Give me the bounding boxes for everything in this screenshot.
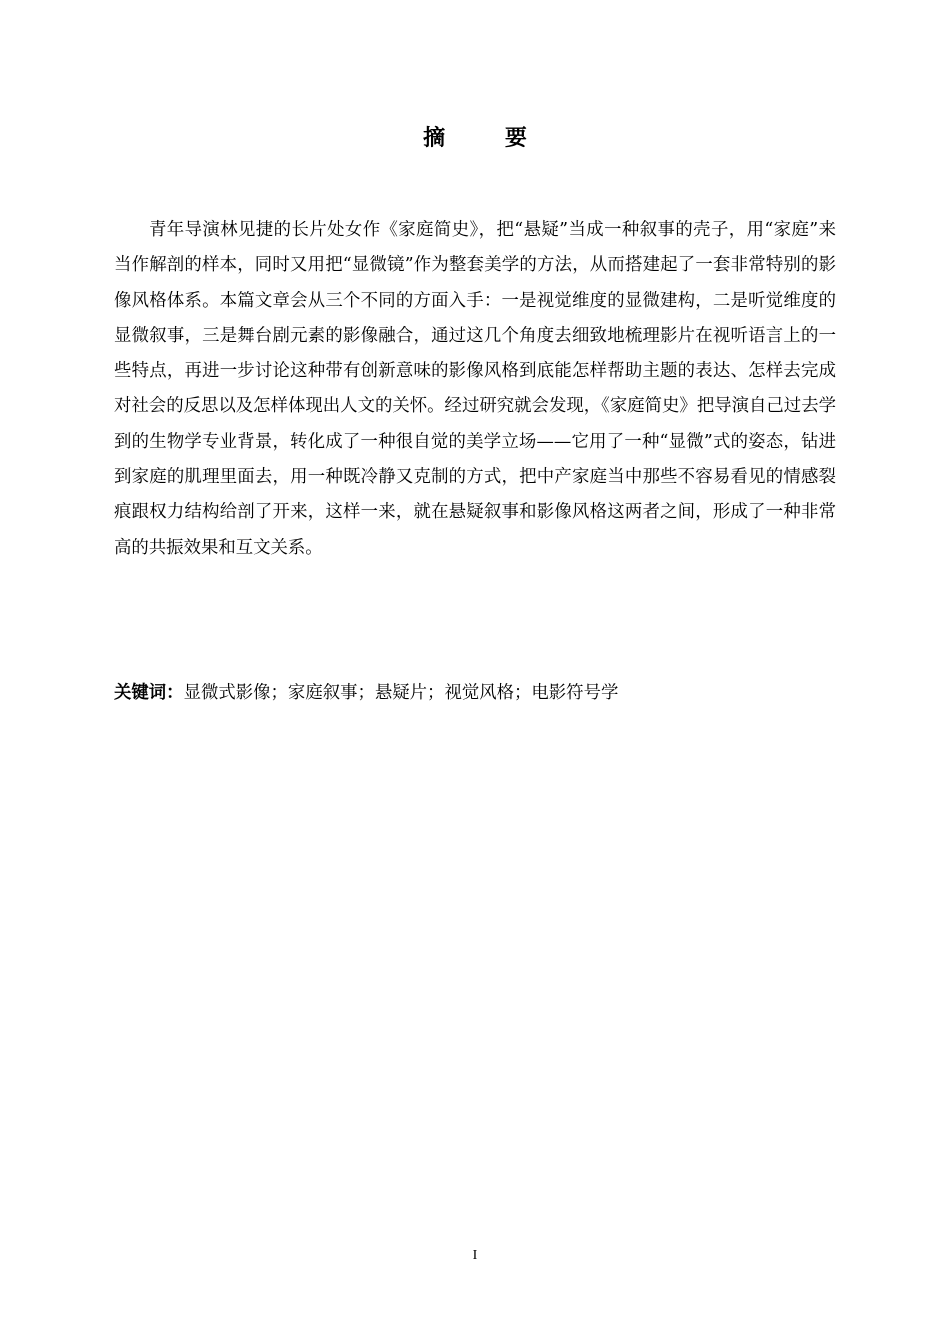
abstract-body: 青年导演林见捷的长片处女作《家庭简史》，把“悬疑”当成一种叙事的壳子，用“家庭”来当作解剖的样本，同时又用把“显微镜”作为整套美学的方法，从而搭建起了一套非常特别的影像风格体系。本篇文章会从三个不同的方面入手：一是视觉维度的显微建构，二是听觉维度的显微叙事，三是舞台剧元素的影像融合，通过这几个角度去细致地梳理影片在视听语言上的一些特点，再进一步讨论这种带有创新意味的影像风格到底能怎样帮助主题的表达、怎样去完成对社会的反思以及怎样体现出人文的关怀。经过研究就会发现，《家庭简史》把导演自己过去学到的生物学专业背景，转化成了一种很自觉的美学立场——它用了一种“显微”式的姿态，钻进到家庭的肌理里面去，用一种既冷静又克制的方式，把中产家庭当中那些不容易看见的情感裂痕跟权力结构给剖了开来，这样一来，就在悬疑叙事和影像风格这两者之间，形成了一种非常高的共振效果和互文关系。 [114,220,836,558]
page-number: I [472,1248,478,1263]
keywords-text: 显微式影像；家庭叙事；悬疑片；视觉风格；电影符号学 [183,683,619,703]
abstract-title: 摘 要 [423,126,553,151]
keywords-label: 关键词： [114,683,184,703]
keywords-line [114,676,836,710]
